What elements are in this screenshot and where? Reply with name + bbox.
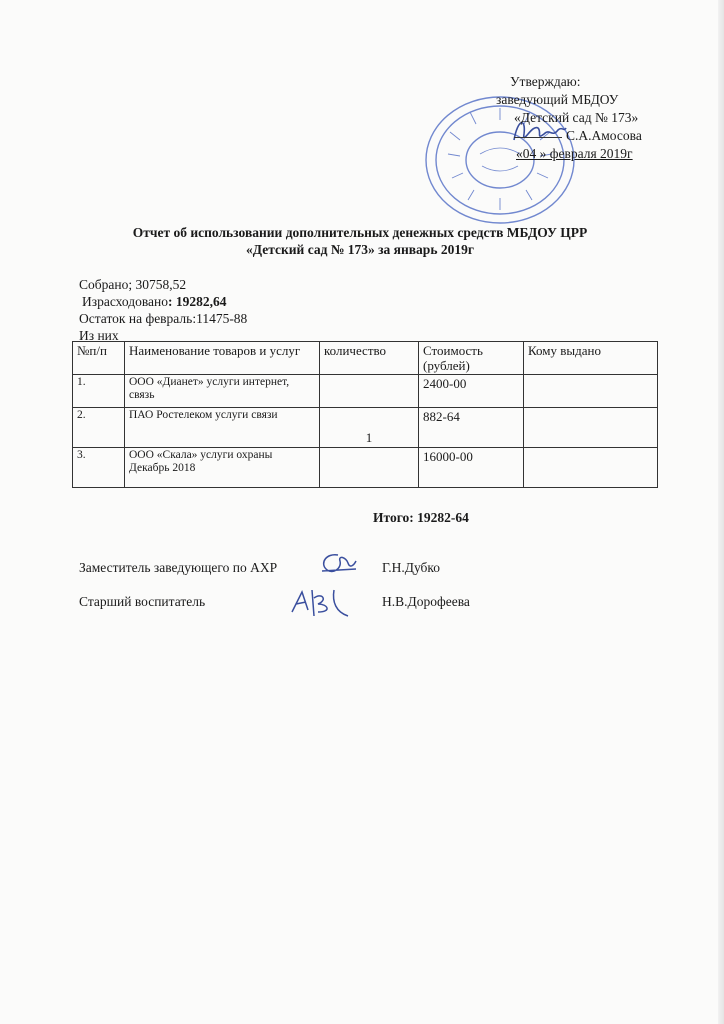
director-name: С.А.Амосова [566, 128, 642, 143]
cell-quantity [320, 375, 419, 408]
senior-teacher-signature [288, 582, 352, 620]
table-row [73, 448, 658, 488]
cell-recipient [524, 448, 658, 488]
approval-line-4 [480, 127, 710, 145]
senior-teacher-name: Н.В.Дорофеева [382, 594, 470, 609]
title-line-1: Отчет об использовании дополнительных денежных средств МБДОУ ЦРР [132, 225, 588, 240]
signature-line [514, 137, 562, 138]
senior-teacher-role: Старший воспитатель [79, 594, 206, 609]
cell-quantity: 1 [320, 408, 419, 448]
summary-block [79, 276, 247, 344]
table-header-row [73, 342, 658, 375]
collected-amount: Собрано; 30758,52 [79, 277, 187, 292]
cell-item-name: ПАО Ростелеком услуги связи [125, 408, 320, 448]
report-title [80, 224, 640, 258]
header-number: №п/п [73, 342, 125, 375]
spent-value: : 19282,64 [168, 294, 227, 309]
deputy-role: Заместитель заведующего по АХР [79, 560, 278, 575]
expenses-table [72, 341, 658, 488]
approval-date: «04 » февраля 2019г [516, 146, 633, 161]
header-recipient: Кому выдано [524, 342, 658, 375]
approval-line-2: заведующий МБДОУ [496, 92, 619, 107]
cell-recipient [524, 408, 658, 448]
approval-block [480, 73, 710, 163]
remaining-amount: Остаток на февраль:11475-88 [79, 311, 248, 326]
cell-item-name: ООО «Скала» услуги охраны Декабрь 2018 [125, 448, 320, 488]
approval-line-3: «Детский сад № 173» [514, 110, 639, 125]
cell-cost: 16000-00 [419, 448, 524, 488]
cell-number: 2. [73, 408, 125, 448]
page-edge [718, 0, 724, 1024]
cell-cost: 882-64 [419, 408, 524, 448]
header-cost: Стоимость (рублей) [419, 342, 524, 375]
cell-recipient [524, 375, 658, 408]
of-which-label: Из них [79, 328, 119, 343]
spent-label: Израсходовано [82, 294, 169, 309]
cell-quantity [320, 448, 419, 488]
total-amount: Итого: 19282-64 [373, 510, 469, 525]
cell-item-name: ООО «Дианет» услуги интернет, связь [125, 375, 320, 408]
deputy-name: Г.Н.Дубко [382, 560, 441, 575]
signature-row-senior-teacher [79, 594, 470, 610]
table-row [73, 408, 658, 448]
title-line-2: «Детский сад № 173» за январь 2019г [246, 242, 474, 257]
cell-number: 3. [73, 448, 125, 488]
cell-number: 1. [73, 375, 125, 408]
table-row [73, 375, 658, 408]
header-item-name: Наименование товаров и услуг [125, 342, 320, 375]
cell-cost: 2400-00 [419, 375, 524, 408]
header-quantity: количество [320, 342, 419, 375]
approval-line-1: Утверждаю: [510, 74, 581, 89]
signature-row-deputy [79, 560, 441, 576]
spent-amount [79, 293, 247, 310]
deputy-signature [316, 549, 360, 577]
